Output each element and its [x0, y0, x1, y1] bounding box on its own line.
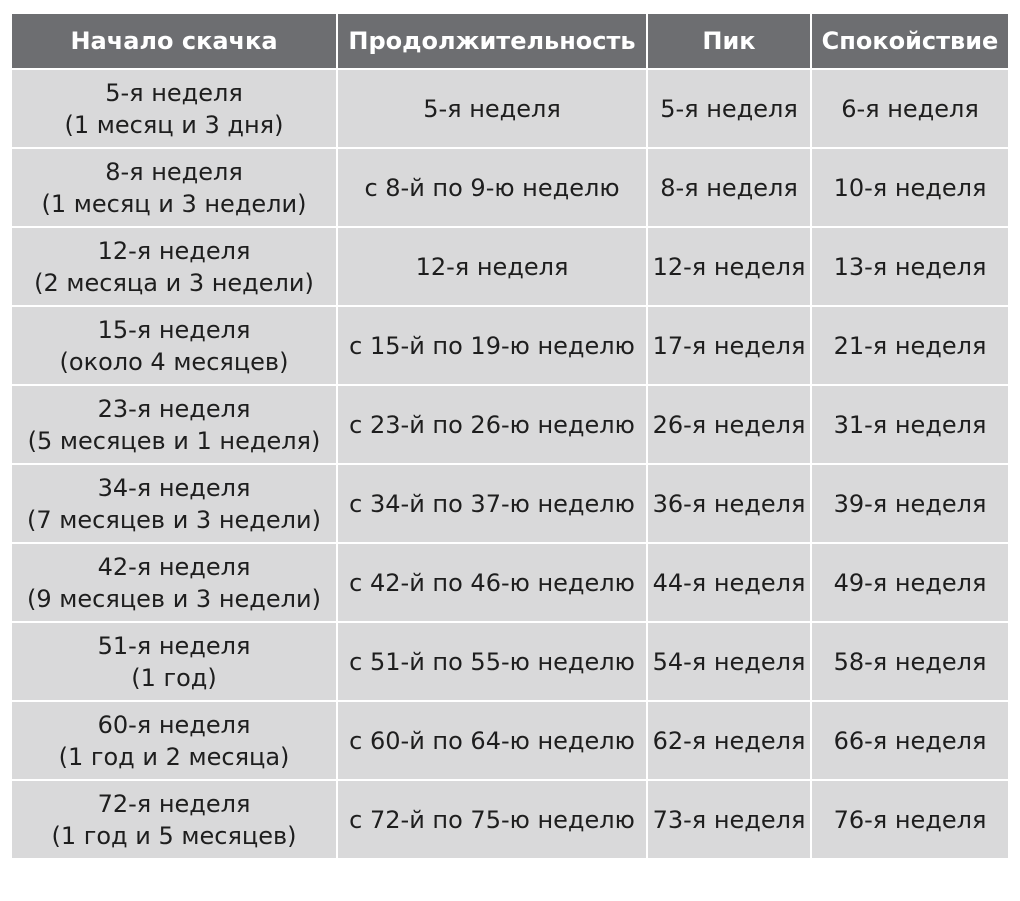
cell-duration: с 72-й по 75-ю неделю	[337, 780, 647, 859]
cell-peak: 44-я неделя	[647, 543, 811, 622]
table-row	[11, 69, 1009, 148]
cell-calm: 58-я неделя	[811, 622, 1009, 701]
start-week: 72-я неделя	[97, 789, 251, 818]
cell-start	[11, 385, 337, 464]
cell-calm: 39-я неделя	[811, 464, 1009, 543]
cell-duration: с 15-й по 19-ю неделю	[337, 306, 647, 385]
start-week: 23-я неделя	[97, 394, 251, 423]
cell-duration: с 34-й по 37-ю неделю	[337, 464, 647, 543]
start-week: 60-я неделя	[97, 710, 251, 739]
cell-start	[11, 780, 337, 859]
start-age-note: (1 год и 5 месяцев)	[51, 821, 297, 850]
cell-duration: с 51-й по 55-ю неделю	[337, 622, 647, 701]
table-row	[11, 464, 1009, 543]
header-duration: Продолжительность	[337, 13, 647, 69]
cell-peak: 26-я неделя	[647, 385, 811, 464]
table-row	[11, 543, 1009, 622]
header-peak: Пик	[647, 13, 811, 69]
table-row	[11, 701, 1009, 780]
cell-duration: 12-я неделя	[337, 227, 647, 306]
cell-calm: 49-я неделя	[811, 543, 1009, 622]
table-row	[11, 148, 1009, 227]
start-week: 34-я неделя	[97, 473, 251, 502]
header-start: Начало скачка	[11, 13, 337, 69]
cell-peak: 8-я неделя	[647, 148, 811, 227]
header-calm: Спокойствие	[811, 13, 1009, 69]
start-age-note: (7 месяцев и 3 недели)	[27, 505, 321, 534]
cell-duration: с 42-й по 46-ю неделю	[337, 543, 647, 622]
start-age-note: (1 год и 2 месяца)	[58, 742, 290, 771]
table-row	[11, 227, 1009, 306]
cell-peak: 73-я неделя	[647, 780, 811, 859]
table-row	[11, 780, 1009, 859]
start-week: 42-я неделя	[97, 552, 251, 581]
cell-peak: 54-я неделя	[647, 622, 811, 701]
start-age-note: (9 месяцев и 3 недели)	[27, 584, 321, 613]
cell-duration: с 23-й по 26-ю неделю	[337, 385, 647, 464]
start-age-note: (1 месяц и 3 недели)	[41, 189, 307, 218]
cell-calm: 21-я неделя	[811, 306, 1009, 385]
start-week: 15-я неделя	[97, 315, 251, 344]
cell-start	[11, 306, 337, 385]
cell-start	[11, 69, 337, 148]
cell-start	[11, 622, 337, 701]
table-body	[11, 69, 1009, 859]
leap-schedule-table	[10, 12, 1010, 860]
table-header	[11, 13, 1009, 69]
cell-calm: 76-я неделя	[811, 780, 1009, 859]
start-week: 51-я неделя	[97, 631, 251, 660]
cell-duration: 5-я неделя	[337, 69, 647, 148]
cell-calm: 66-я неделя	[811, 701, 1009, 780]
table-row	[11, 385, 1009, 464]
cell-start	[11, 543, 337, 622]
cell-start	[11, 148, 337, 227]
start-age-note: (около 4 месяцев)	[59, 347, 289, 376]
header-row	[11, 13, 1009, 69]
start-week: 5-я неделя	[105, 78, 243, 107]
start-week: 8-я неделя	[105, 157, 243, 186]
cell-duration: с 8-й по 9-ю неделю	[337, 148, 647, 227]
cell-peak: 17-я неделя	[647, 306, 811, 385]
cell-duration: с 60-й по 64-ю неделю	[337, 701, 647, 780]
cell-peak: 36-я неделя	[647, 464, 811, 543]
table-row	[11, 306, 1009, 385]
start-age-note: (1 год)	[131, 663, 217, 692]
cell-peak: 12-я неделя	[647, 227, 811, 306]
cell-calm: 6-я неделя	[811, 69, 1009, 148]
start-age-note: (1 месяц и 3 дня)	[64, 110, 284, 139]
start-age-note: (5 месяцев и 1 неделя)	[27, 426, 321, 455]
cell-peak: 5-я неделя	[647, 69, 811, 148]
cell-calm: 13-я неделя	[811, 227, 1009, 306]
table-row	[11, 622, 1009, 701]
cell-start	[11, 227, 337, 306]
cell-start	[11, 464, 337, 543]
cell-peak: 62-я неделя	[647, 701, 811, 780]
cell-calm: 31-я неделя	[811, 385, 1009, 464]
cell-calm: 10-я неделя	[811, 148, 1009, 227]
cell-start	[11, 701, 337, 780]
start-week: 12-я неделя	[97, 236, 251, 265]
start-age-note: (2 месяца и 3 недели)	[34, 268, 314, 297]
